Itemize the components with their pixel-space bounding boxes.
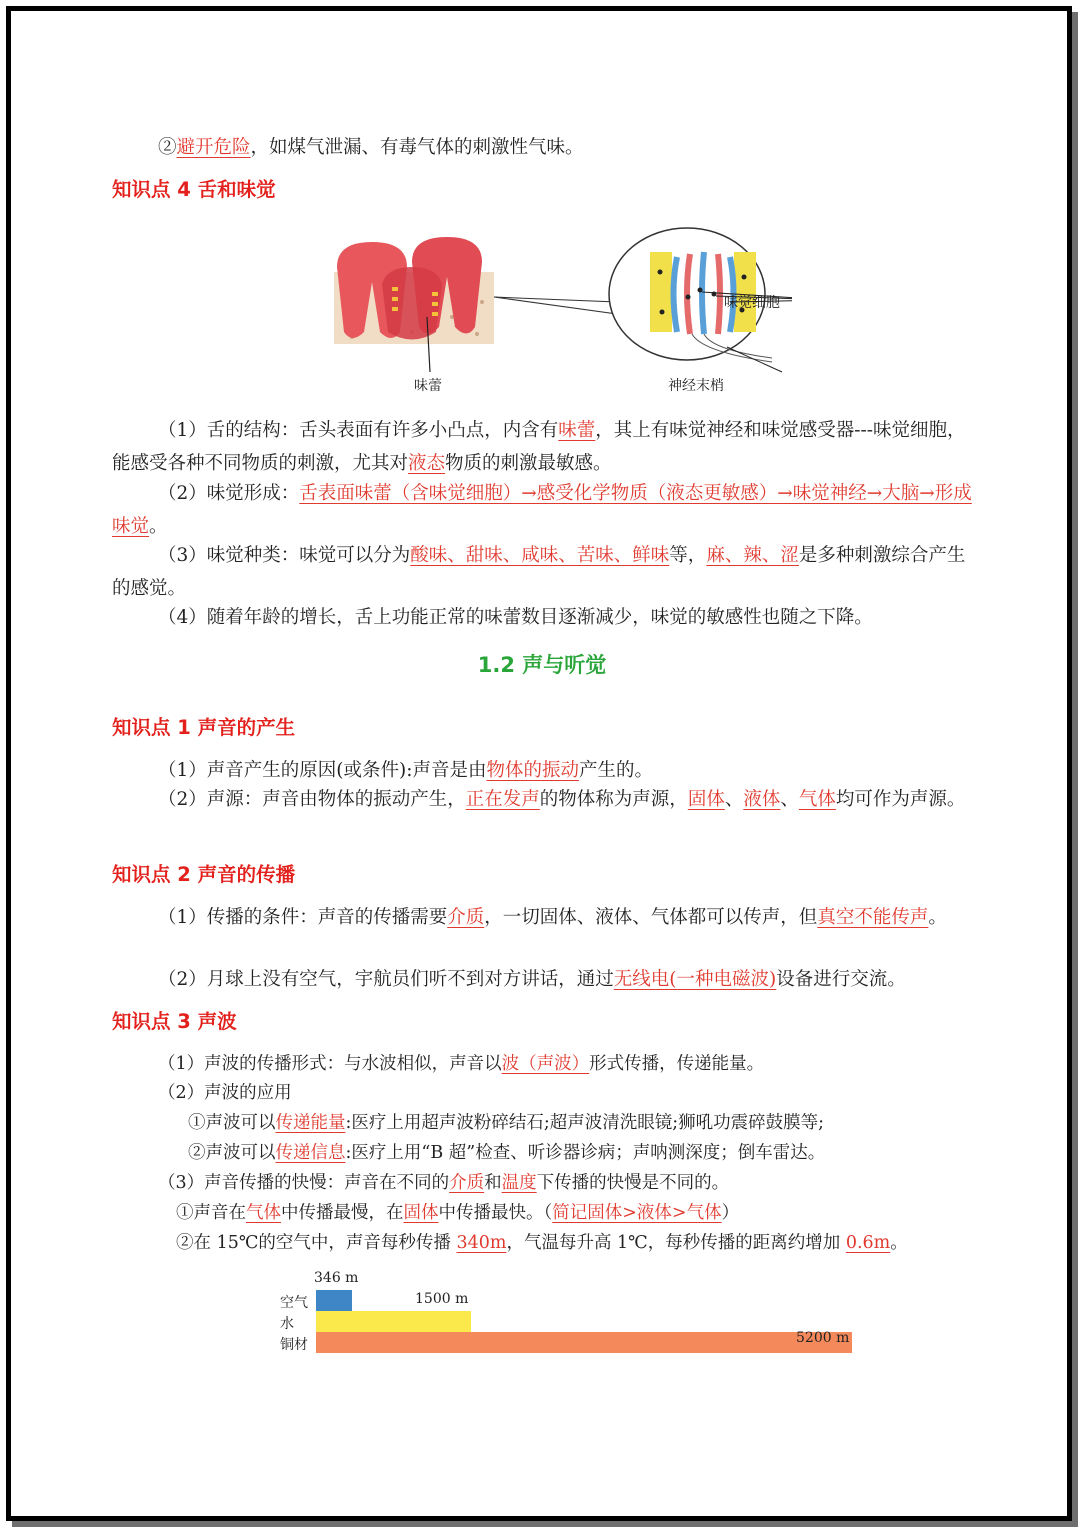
answer-highlight: 简记固体>液体>气体 [552, 1203, 722, 1223]
paragraph-moon-radio [112, 963, 972, 996]
label-taste-bud: 味蕾 [414, 378, 442, 394]
answer-highlight: 正在发声 [465, 789, 540, 810]
text-run: ，一切固体、液体、气体都可以传声，但 [484, 907, 818, 928]
text-run: 物质的刺激最敏感。 [445, 453, 612, 474]
nerve-pointer [727, 347, 782, 372]
answer-highlight: 传递能量 [275, 1113, 346, 1133]
paragraph-avoid-danger [112, 131, 972, 164]
text-run: （3）声音传播的快慢：声音在不同的 [158, 1173, 450, 1193]
answer-highlight: 酸味、甜味、咸味、苦味、鲜味 [410, 545, 670, 566]
text-run: 、 [780, 789, 799, 810]
text-run: ，其上有味觉神经和味觉感受器---味觉细胞，能感受各种不同物质的刺激，尤其对 [112, 420, 966, 474]
text-run: :医疗上用超声波粉碎结石;超声波清洗眼镜;狮吼功震碎鼓膜等; [345, 1113, 825, 1133]
paragraph-taste-formation [112, 477, 972, 543]
bar-value-label: 5200 m [796, 1330, 850, 1346]
text-run: （4）随着年龄的增长，舌上功能正常的味蕾数目逐渐减少，味觉的敏感性也随之下降。 [158, 607, 873, 628]
answer-highlight: 味蕾 [558, 420, 596, 441]
paragraph-taste-aging [112, 601, 972, 634]
text-run: 下传播的快慢是不同的。 [536, 1173, 730, 1193]
answer-highlight: 麻、辣、涩 [706, 545, 799, 566]
heading-sound-production: 知识点 1 声音的产生 [112, 716, 296, 739]
text-run: 、 [724, 789, 744, 810]
answer-highlight: 避开危险 [176, 137, 251, 158]
text-run: （1）声音产生的原因(或条件):声音是由 [158, 760, 487, 781]
label-nerve-ending: 神经末梢 [668, 378, 724, 394]
answer-highlight: 固体 [687, 789, 725, 810]
answer-highlight: 无线电(一种电磁波) [613, 969, 777, 990]
answer-highlight: 舌表面味蕾（含味觉细胞）→感受化学物质（液态更敏感）→味觉神经→大脑→形成味觉 [112, 483, 972, 537]
text-run: 形式传播，传递能量。 [589, 1054, 765, 1074]
bar-category-label: 水 [280, 1316, 294, 1332]
answer-highlight: 液体 [743, 789, 781, 810]
text-run: 等， [669, 545, 707, 566]
text-run: （2）声源：声音由物体的振动产生， [158, 789, 466, 810]
answer-highlight: 介质 [447, 907, 485, 928]
heading-kp4-tongue: 知识点 4 舌和味觉 [112, 178, 276, 201]
text-run: （1）传播的条件：声音的传播需要 [158, 907, 448, 928]
text-run: ①声波可以 [188, 1113, 276, 1133]
text-run: 。 [890, 1233, 908, 1253]
text-run: 均可作为声源。 [835, 789, 966, 810]
bar-value-label: 346 m [314, 1270, 359, 1286]
text-run: ①声音在 [176, 1203, 246, 1223]
text-run: ②声波可以 [188, 1143, 276, 1163]
text-run: 的物体称为声源， [539, 789, 688, 810]
text-run: 产生的。 [578, 760, 653, 781]
answer-highlight: 物体的振动 [486, 760, 579, 781]
label-taste-cell: 味觉细胞 [724, 295, 780, 311]
bar-category-label: 铜材 [280, 1337, 308, 1353]
paragraph-tongue-structure [112, 414, 972, 480]
text-run: 。 [928, 907, 947, 928]
answer-highlight: 0.6m [845, 1233, 891, 1253]
text-run: 设备进行交流。 [776, 969, 906, 990]
text-run: （2）声波的应用 [158, 1083, 292, 1103]
answer-highlight: 介质 [449, 1173, 485, 1193]
answer-highlight: 固体 [403, 1203, 439, 1223]
text-run: （1）声波的传播形式：与水波相似，声音以 [158, 1054, 502, 1074]
text-run: 和 [484, 1173, 502, 1193]
paragraph-wave-energy [112, 1107, 1048, 1140]
answer-highlight: 真空不能传声 [817, 907, 929, 928]
text-run: 。 [149, 516, 168, 537]
text-run: （2）味觉形成： [158, 483, 300, 504]
answer-highlight: 液态 [408, 453, 446, 474]
answer-highlight: 气体 [798, 789, 836, 810]
answer-highlight: 传递信息 [275, 1143, 346, 1163]
cell-yellow-left [650, 252, 672, 332]
paragraph-sound-source [112, 783, 972, 816]
bar-0 [316, 1290, 352, 1311]
text-run: ） [721, 1203, 740, 1223]
answer-highlight: 波（声波） [501, 1054, 590, 1074]
paragraph-wave-use-heading [112, 1077, 1018, 1110]
answer-highlight: 气体 [246, 1203, 281, 1223]
text-run: ②在 15℃的空气中，声音每秒传播 [176, 1233, 457, 1253]
text-run: 中传播最快。（ [438, 1203, 553, 1223]
paragraph-taste-types [112, 539, 972, 605]
answer-highlight: 温度 [501, 1173, 537, 1193]
text-run: ，如煤气泄漏、有毒气体的刺激性气味。 [250, 137, 584, 158]
heading-sound-wave: 知识点 3 声波 [112, 1010, 237, 1033]
text-run: :医疗上用“B 超”检查、听诊器诊病；声呐测深度；倒车雷达。 [345, 1143, 826, 1163]
text-run: ② [158, 137, 177, 158]
paragraph-speed-factors [112, 1167, 1018, 1200]
bar-1 [316, 1311, 471, 1332]
text-run: （3）味觉种类：味觉可以分为 [158, 545, 411, 566]
answer-highlight: 340m [456, 1233, 507, 1253]
text-run: 是多种刺激综合产生的感觉。 [112, 545, 966, 599]
paragraph-speed-air [112, 1227, 1036, 1260]
heading-sound-propagation: 知识点 2 声音的传播 [112, 863, 296, 886]
sound-speed-chart [280, 1268, 860, 1358]
text-run: 中传播最慢，在 [281, 1203, 404, 1223]
paragraph-propagation-condition [112, 901, 972, 934]
bar-value-label: 1500 m [415, 1291, 469, 1307]
paragraph-wave-info [112, 1137, 1048, 1170]
text-run: （1）舌的结构：舌头表面有许多小凸点，内含有 [158, 420, 559, 441]
callout-tail [494, 297, 617, 314]
bar-2 [316, 1332, 852, 1353]
bar-category-label: 空气 [280, 1295, 308, 1311]
text-run: ，气温每升高 1℃，每秒传播的距离约增加 [506, 1233, 846, 1253]
text-run: （2）月球上没有空气，宇航员们听不到对方讲话，通过 [158, 969, 614, 990]
section-title-sound: 1.2 声与听觉 [477, 653, 607, 677]
taste-bud-illustration [332, 222, 792, 397]
paragraph-speed-order [112, 1197, 1036, 1230]
